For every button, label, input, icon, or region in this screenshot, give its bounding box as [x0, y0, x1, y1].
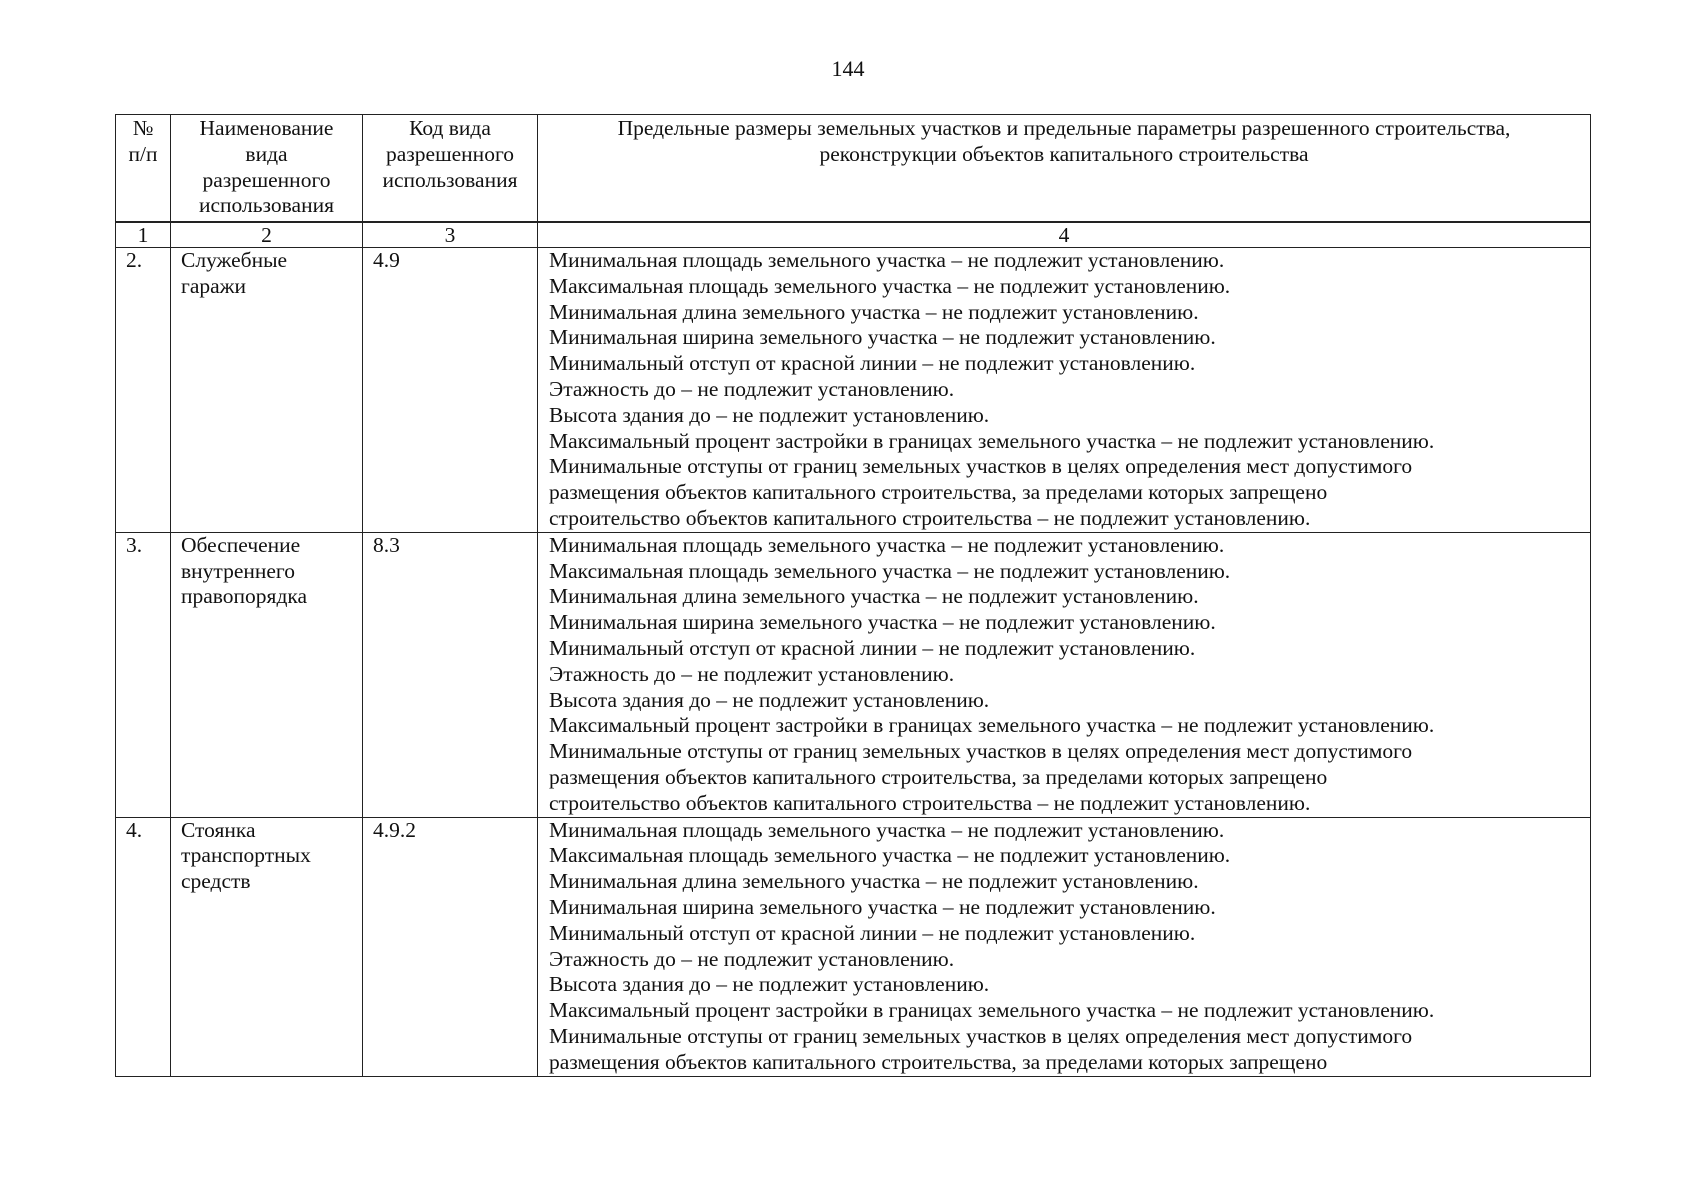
parameter-line: Минимальный отступ от красной линии – не подлежит установлению.: [549, 635, 1196, 660]
parameter-line: размещения объектов капитального строительства, за пределами которых запрещено: [549, 1049, 1328, 1074]
parameter-line: Минимальная длина земельного участка – не подлежит установлению.: [549, 584, 1199, 609]
use-type-name: Стоянка транспортных средств: [171, 817, 363, 1076]
parameter-line: Минимальная ширина земельного участка – не подлежит установлению.: [549, 325, 1216, 350]
parameter-line: Максимальная площадь земельного участка – не подлежит установлению.: [549, 558, 1231, 583]
column-number: 3: [363, 222, 538, 248]
column-number: 1: [116, 222, 171, 248]
use-type-code: 8.3: [363, 532, 538, 817]
column-number: 4: [538, 222, 1591, 248]
parameter-line: Высота здания до – не подлежит установлению.: [549, 402, 990, 427]
parameter-line: Минимальная площадь земельного участка – не подлежит установлению.: [549, 817, 1225, 842]
parameter-line: размещения объектов капитального строительства, за пределами которых запрещено: [549, 764, 1328, 789]
parameter-line: Минимальная длина земельного участка – не подлежит установлению.: [549, 299, 1199, 324]
parameter-line: Минимальный отступ от красной линии – не подлежит установлению.: [549, 920, 1196, 945]
header-code: Код вида разрешенного использования: [363, 115, 538, 223]
parameter-line: Этажность до – не подлежит установлению.: [549, 661, 955, 686]
parameter-line: размещения объектов капитального строительства, за пределами которых запрещено: [549, 480, 1328, 505]
parameter-line: Минимальная площадь земельного участка – не подлежит установлению.: [549, 532, 1225, 557]
row-number: 4.: [116, 817, 171, 1076]
parameter-line: Высота здания до – не подлежит установлению.: [549, 972, 990, 997]
parameter-line: Минимальный отступ от красной линии – не подлежит установлению.: [549, 351, 1196, 376]
row-number: 2.: [116, 248, 171, 533]
column-number-row: [116, 222, 1591, 248]
parameter-line: Минимальная ширина земельного участка – не подлежит установлению.: [549, 610, 1216, 635]
header-name: Наименование вида разрешенного использования: [171, 115, 363, 223]
row-number: 3.: [116, 532, 171, 817]
parameter-line: строительство объектов капитального строительства – не подлежит установлению.: [549, 790, 1311, 815]
land-use-parameters-table: [115, 114, 1591, 1077]
column-number: 2: [171, 222, 363, 248]
parameter-line: Максимальный процент застройки в границах земельного участка – не подлежит установлению.: [549, 428, 1435, 453]
parameter-line: Этажность до – не подлежит установлению.: [549, 376, 955, 401]
parameters-cell: [538, 532, 1591, 817]
parameter-line: Минимальные отступы от границ земельных участков в целях определения мест допустимого: [549, 454, 1413, 479]
parameter-line: Минимальная площадь земельного участка – не подлежит установлению.: [549, 248, 1225, 272]
parameters-cell: [538, 817, 1591, 1076]
table-row: [116, 532, 1591, 817]
parameter-line: Максимальная площадь земельного участка – не подлежит установлению.: [549, 843, 1231, 868]
table-row: [116, 248, 1591, 533]
page-number: 144: [831, 56, 865, 81]
parameter-line: Минимальная ширина земельного участка – не подлежит установлению.: [549, 894, 1216, 919]
parameter-line: строительство объектов капитального строительства – не подлежит установлению.: [549, 505, 1311, 530]
header-params: Предельные размеры земельных участков и предельные параметры разрешенного строительства, реконструкции объектов капитального строительства: [538, 115, 1591, 223]
parameter-line: Минимальные отступы от границ земельных участков в целях определения мест допустимого: [549, 1023, 1413, 1048]
parameter-line: Этажность до – не подлежит установлению.: [549, 946, 955, 971]
use-type-name: Обеспечение внутреннего правопорядка: [171, 532, 363, 817]
use-type-name: Служебные гаражи: [171, 248, 363, 533]
header-num: № п/п: [116, 115, 171, 223]
parameter-line: Максимальный процент застройки в границах земельного участка – не подлежит установлению.: [549, 998, 1435, 1023]
parameter-line: Максимальный процент застройки в границах земельного участка – не подлежит установлению.: [549, 713, 1435, 738]
use-type-code: 4.9.2: [363, 817, 538, 1076]
parameter-line: Минимальная длина земельного участка – не подлежит установлению.: [549, 869, 1199, 894]
parameter-line: Минимальные отступы от границ земельных участков в целях определения мест допустимого: [549, 739, 1413, 764]
parameters-cell: [538, 248, 1591, 533]
table-row: [116, 817, 1591, 1076]
table-header-row: [116, 115, 1591, 223]
use-type-code: 4.9: [363, 248, 538, 533]
parameter-line: Высота здания до – не подлежит установлению.: [549, 687, 990, 712]
parameter-line: Максимальная площадь земельного участка – не подлежит установлению.: [549, 273, 1231, 298]
